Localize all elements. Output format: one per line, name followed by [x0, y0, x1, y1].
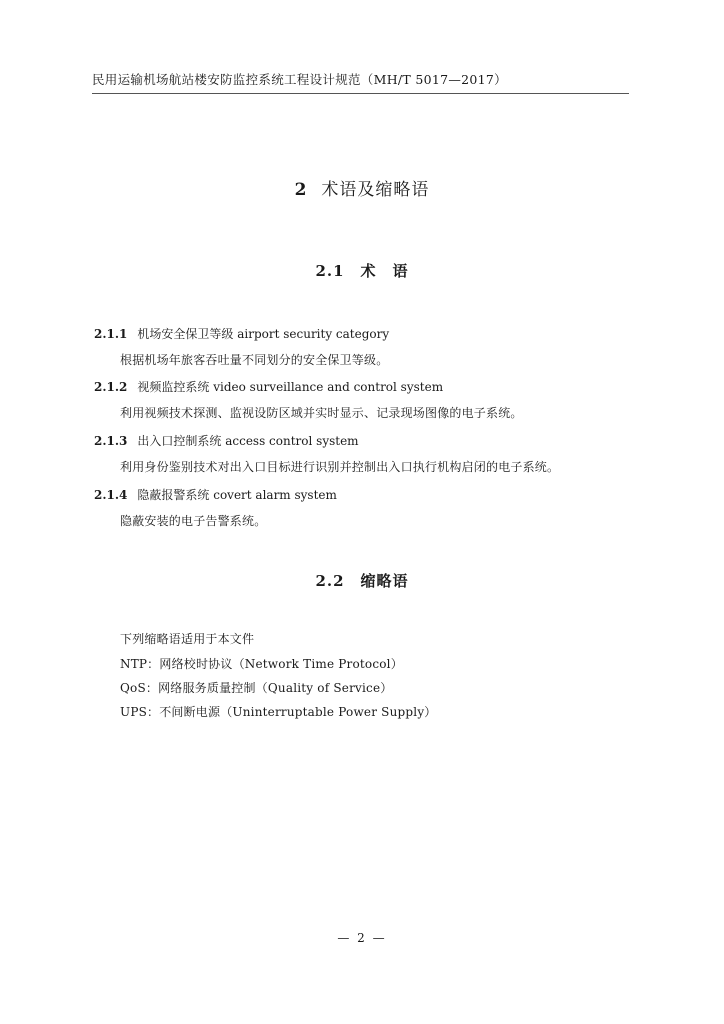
term-definition-2-1-3: 利用身份鉴别技术对出入口目标进行识别并控制出入口执行机构启闭的电子系统。 — [120, 460, 560, 474]
section-title-abbreviations — [0, 570, 724, 591]
term-heading-2-1-2 — [94, 378, 443, 395]
abbreviations-intro: 下列缩略语适用于本文件 — [120, 632, 255, 646]
header-rule — [92, 93, 629, 94]
term-definition-2-1-2: 利用视频技术探测、监视设防区域并实时显示、记录现场图像的电子系统。 — [120, 406, 523, 420]
term-text: 视频监控系统 video surveillance and control system — [137, 380, 444, 394]
term-number: 2.1.2 — [94, 380, 128, 394]
term-number: 2.1.4 — [94, 488, 128, 502]
term-heading-2-1-4 — [94, 486, 337, 503]
section-number: 2.2 — [315, 572, 345, 590]
term-heading-2-1-1 — [94, 325, 389, 342]
running-header: 民用运输机场航站楼安防监控系统工程设计规范（MH/T 5017—2017） — [92, 72, 507, 87]
chapter-title — [0, 175, 724, 200]
term-text: 隐蔽报警系统 covert alarm system — [137, 488, 337, 502]
abbreviation-item: UPS：不间断电源（Uninterruptable Power Supply） — [120, 705, 437, 719]
section-title-text: 术 语 — [360, 262, 409, 280]
term-definition-2-1-4: 隐蔽安装的电子告警系统。 — [120, 514, 267, 528]
term-definition-2-1-1: 根据机场年旅客吞吐量不同划分的安全保卫等级。 — [120, 353, 389, 367]
section-title-text: 缩略语 — [360, 572, 409, 590]
term-heading-2-1-3 — [94, 432, 359, 449]
abbreviation-item: QoS：网络服务质量控制（Quality of Service） — [120, 681, 393, 695]
section-number: 2.1 — [315, 262, 345, 280]
chapter-title-text: 术语及缩略语 — [321, 180, 430, 200]
section-title-terms — [0, 260, 724, 281]
term-number: 2.1.1 — [94, 327, 128, 341]
term-text: 机场安全保卫等级 airport security category — [137, 327, 390, 341]
abbreviation-item: NTP：网络校时协议（Network Time Protocol） — [120, 657, 403, 671]
term-text: 出入口控制系统 access control system — [137, 434, 359, 448]
page-number: — 2 — — [337, 931, 387, 945]
term-number: 2.1.3 — [94, 434, 128, 448]
chapter-number: 2 — [294, 180, 308, 200]
